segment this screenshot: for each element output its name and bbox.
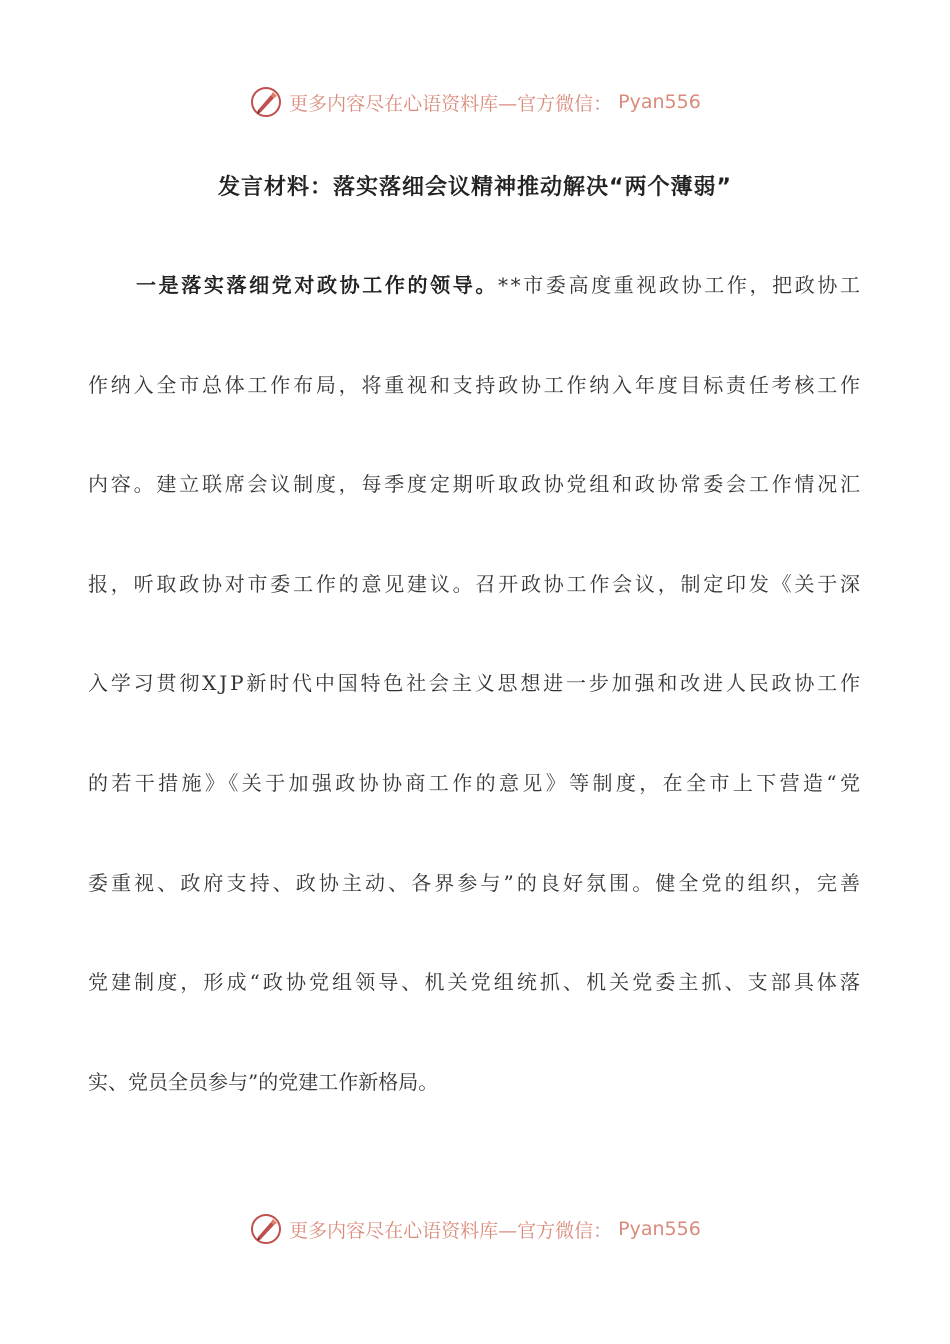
- line-text: 作纳入全市总体工作布局，将重视和支持政协工作纳入年度目标责任考核工作: [88, 372, 863, 397]
- banner-text: 更多内容尽在心语资料库—官方微信：: [289, 92, 613, 115]
- paragraph-lead: 一是落实落细党对政协工作的领导。: [136, 273, 498, 297]
- wechat-id: Pyan556: [618, 1218, 701, 1240]
- footer-banner: [0, 1207, 950, 1251]
- line-text: 内容。建立联席会议制度，每季度定期听取政协党组和政协常委会工作情况汇: [88, 472, 863, 497]
- line-text: **市委高度重视政协工作，把政协工: [498, 273, 863, 297]
- paragraph-line: [88, 861, 864, 961]
- paragraph-line: [88, 562, 863, 662]
- pen-logo-icon: [249, 1212, 283, 1246]
- paragraph-line: [88, 661, 863, 761]
- line-text: 实、党员全员参与”的党建工作新格局。: [88, 1069, 439, 1094]
- line-text: 的若干措施》《关于加强政协协商工作的意见》等制度，在全市上下营造“党: [88, 770, 864, 795]
- line-text: 党建制度，形成“政协党组领导、机关党组统抓、机关党委主抓、支部具体落: [88, 970, 864, 995]
- document-body: [88, 263, 864, 1159]
- line-text: 入学习贯彻XJP新时代中国特色社会主义思想进一步加强和改进人民政协工作: [88, 671, 863, 696]
- banner-text: 更多内容尽在心语资料库—官方微信：: [289, 1219, 613, 1242]
- paragraph-line: [88, 1060, 860, 1160]
- header-banner: [0, 80, 950, 124]
- wechat-id: Pyan556: [618, 91, 701, 113]
- document-title: 发言材料：落实落细会议精神推动解决“两个薄弱”: [218, 175, 732, 200]
- paragraph-line: [88, 761, 864, 861]
- line-text: 委重视、政府支持、政协主动、各界参与”的良好氛围。健全党的组织，完善: [88, 870, 864, 895]
- paragraph-line: [88, 363, 863, 463]
- paragraph-line: [88, 462, 863, 562]
- pen-logo-icon: [249, 85, 283, 119]
- paragraph-line: [88, 960, 864, 1060]
- paragraph-line: [88, 263, 863, 363]
- line-text: 报，听取政协对市委工作的意见建议。召开政协工作会议，制定印发《关于深: [88, 571, 863, 596]
